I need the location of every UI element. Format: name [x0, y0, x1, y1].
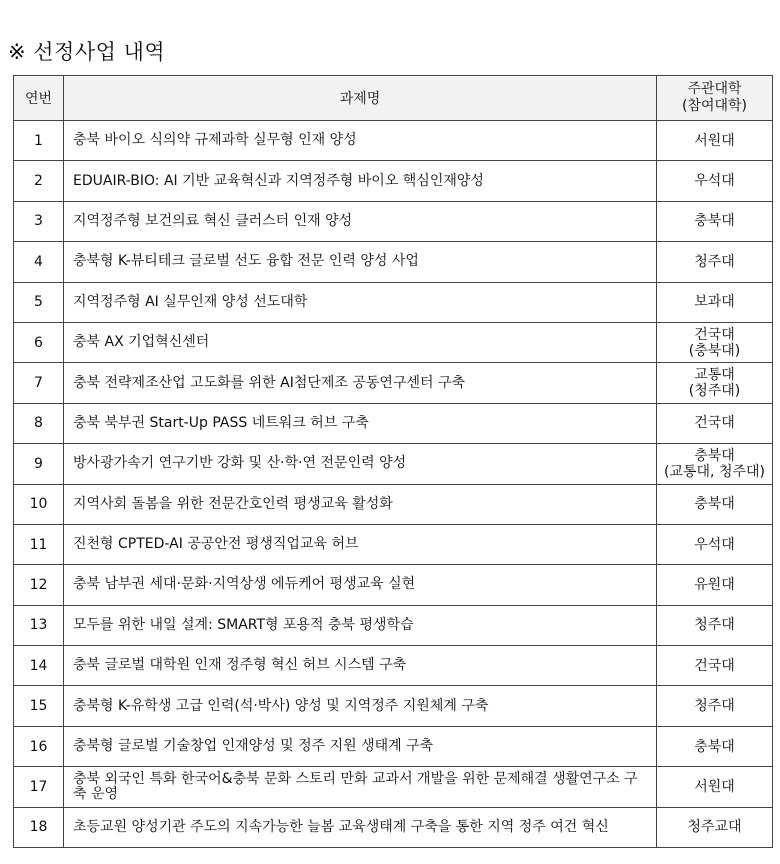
university-cell [657, 686, 773, 726]
row-number: 8 [14, 403, 64, 443]
project-title: 지역정주형 AI 실무인재 양성 선도대학 [64, 282, 657, 322]
row-number: 10 [14, 484, 64, 524]
university-cell [657, 565, 773, 605]
university-cell [657, 767, 773, 807]
table-header-row [14, 76, 773, 121]
row-number: 18 [14, 807, 64, 847]
table-row [14, 403, 773, 443]
lead-university: 건국대 [694, 415, 735, 432]
row-number: 1 [14, 121, 64, 161]
row-number: 13 [14, 605, 64, 645]
university-cell [657, 484, 773, 524]
project-title: 충북 전략제조산업 고도화를 위한 AI첨단제조 공동연구센터 구축 [64, 363, 657, 403]
university-cell [657, 121, 773, 161]
row-number: 7 [14, 363, 64, 403]
project-title: 충북 AX 기업혁신센터 [64, 322, 657, 362]
project-title: 충북형 K-유학생 고급 인력(석·박사) 양성 및 지역정주 지원체계 구축 [64, 686, 657, 726]
project-title: 모두를 위한 내일 설계: SMART형 포용적 충북 평생학습 [64, 605, 657, 645]
project-title: 충북 바이오 식의약 규제과학 실무형 인재 양성 [64, 121, 657, 161]
page-title: ※ 선정사업 내역 [8, 40, 166, 64]
project-title: EDUAIR-BIO: AI 기반 교육혁신과 지역정주형 바이오 핵심인재양성 [64, 161, 657, 201]
university-cell [657, 363, 773, 403]
table-row [14, 322, 773, 362]
row-number: 5 [14, 282, 64, 322]
table-row [14, 686, 773, 726]
row-number: 17 [14, 767, 64, 807]
lead-university: 서원대 [694, 132, 735, 149]
header-univ-main: 주관대학 [687, 81, 742, 97]
participating-university: (교통대, 청주대) [664, 463, 765, 480]
row-number: 3 [14, 201, 64, 241]
table-body [14, 121, 773, 848]
table-row [14, 767, 773, 807]
lead-university: 건국대 [694, 326, 735, 343]
project-title: 지역사회 돌봄을 위한 전문간호인력 평생교육 활성화 [64, 484, 657, 524]
project-table [13, 75, 773, 848]
university-cell [657, 161, 773, 201]
table-row [14, 565, 773, 605]
header-num: 연번 [14, 76, 64, 121]
table-row [14, 161, 773, 201]
university-cell [657, 726, 773, 766]
table-row [14, 201, 773, 241]
lead-university: 보과대 [694, 294, 735, 311]
table-row [14, 363, 773, 403]
project-title: 충북형 K-뷰티테크 글로벌 선도 융합 전문 인력 양성 사업 [64, 242, 657, 282]
header-univ-sub: (참여대학) [681, 98, 748, 114]
row-number: 4 [14, 242, 64, 282]
table-row [14, 605, 773, 645]
header-task: 과제명 [64, 76, 657, 121]
lead-university: 건국대 [694, 657, 735, 674]
project-title: 충북 외국인 특화 한국어&충북 문화 스토리 만화 교과서 개발을 위한 문제해결 생활연구소 구축 운영 [64, 767, 657, 807]
lead-university: 교통대 [694, 367, 735, 384]
university-cell [657, 242, 773, 282]
table-row [14, 726, 773, 766]
project-title: 초등교원 양성기관 주도의 지속가능한 늘봄 교육생태계 구축을 통한 지역 정주 여건 혁신 [64, 807, 657, 847]
table-row [14, 484, 773, 524]
header-univ [657, 76, 773, 121]
row-number: 15 [14, 686, 64, 726]
university-cell [657, 403, 773, 443]
lead-university: 충북대 [694, 213, 735, 230]
university-cell [657, 646, 773, 686]
row-number: 9 [14, 444, 64, 484]
table-row [14, 282, 773, 322]
lead-university: 충북대 [694, 496, 735, 513]
lead-university: 우석대 [694, 173, 735, 190]
table-row [14, 444, 773, 484]
lead-university: 청주대 [694, 698, 735, 715]
project-title: 충북 북부권 Start-Up PASS 네트워크 허브 구축 [64, 403, 657, 443]
row-number: 2 [14, 161, 64, 201]
lead-university: 청주대 [694, 253, 735, 270]
project-title: 지역정주형 보건의료 혁신 클러스터 인재 양성 [64, 201, 657, 241]
table-row [14, 121, 773, 161]
lead-university: 충북대 [694, 738, 735, 755]
university-cell [657, 201, 773, 241]
university-cell [657, 282, 773, 322]
row-number: 11 [14, 524, 64, 564]
project-title: 충북 글로벌 대학원 인재 정주형 혁신 허브 시스템 구축 [64, 646, 657, 686]
lead-university: 서원대 [694, 778, 735, 795]
lead-university: 청주교대 [687, 819, 742, 836]
lead-university: 유원대 [694, 576, 735, 593]
project-title: 진천형 CPTED-AI 공공안전 평생직업교육 허브 [64, 524, 657, 564]
project-title: 방사광가속기 연구기반 강화 및 산·학·연 전문인력 양성 [64, 444, 657, 484]
table-row [14, 524, 773, 564]
lead-university: 우석대 [694, 536, 735, 553]
project-title: 충북형 글로벌 기술창업 인재양성 및 정주 지원 생태계 구축 [64, 726, 657, 766]
participating-university: (충북대) [688, 342, 741, 359]
row-number: 6 [14, 322, 64, 362]
table-row [14, 646, 773, 686]
university-cell [657, 605, 773, 645]
lead-university: 청주대 [694, 617, 735, 634]
lead-university: 충북대 [694, 447, 735, 464]
project-title: 충북 남부권 세대·문화·지역상생 에듀케어 평생교육 실현 [64, 565, 657, 605]
row-number: 12 [14, 565, 64, 605]
table-row [14, 807, 773, 847]
university-cell [657, 807, 773, 847]
row-number: 14 [14, 646, 64, 686]
university-cell [657, 322, 773, 362]
table-row [14, 242, 773, 282]
university-cell [657, 524, 773, 564]
university-cell [657, 444, 773, 484]
row-number: 16 [14, 726, 64, 766]
participating-university: (청주대) [688, 383, 741, 400]
